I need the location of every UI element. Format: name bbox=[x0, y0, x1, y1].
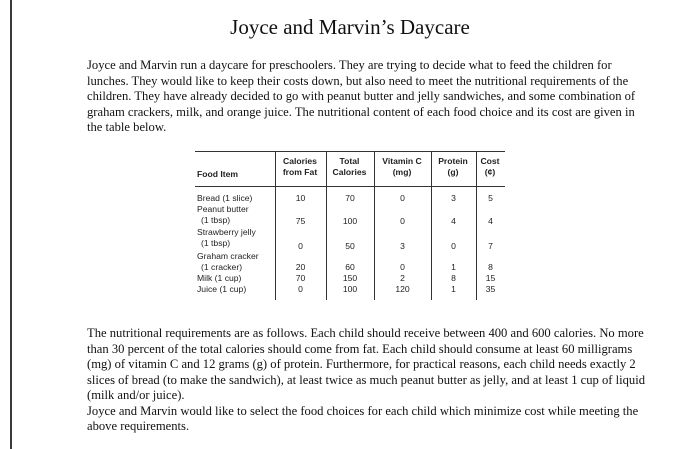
cell-cost: 35 bbox=[485, 284, 496, 294]
cell-fat: 0 bbox=[298, 241, 303, 251]
food-item-strawberry-jelly: Strawberry jelly (1 tbsp) bbox=[197, 227, 256, 248]
cell-total: 150 bbox=[342, 273, 358, 283]
cell-vitc: 0 bbox=[400, 262, 405, 272]
cell-vitc: 2 bbox=[400, 273, 405, 283]
cell-vitc: 0 bbox=[400, 193, 405, 203]
cell-protein: 3 bbox=[451, 193, 456, 203]
cell-protein: 8 bbox=[451, 273, 456, 283]
cell-protein: 4 bbox=[451, 216, 456, 226]
cell-total: 60 bbox=[345, 262, 355, 272]
header-vitamin-c: Vitamin C (mg) bbox=[382, 156, 422, 177]
food-item-bread: Bread (1 slice) bbox=[197, 193, 253, 203]
intro-paragraph: Joyce and Marvin run a daycare for preschoolers. They are trying to decide what to feed the children for lunches. They would like to keep their costs down, but also need to meet the nutritional requirements of the children. They have already decided to go with peanut butter and jelly sandwiches, and some combination of graham crackers, milk, and orange juice. The nutritional content of each food choice and its cost are given in the table below. bbox=[87, 58, 636, 134]
table-header-rule bbox=[195, 186, 505, 187]
cell-vitc: 3 bbox=[400, 241, 405, 251]
cell-vitc: 0 bbox=[400, 216, 405, 226]
cell-total: 50 bbox=[345, 241, 355, 251]
cell-protein: 1 bbox=[451, 284, 456, 294]
cell-fat: 20 bbox=[295, 262, 306, 272]
cell-fat: 70 bbox=[295, 273, 306, 283]
page-edge-bar bbox=[10, 0, 12, 449]
cell-protein: 0 bbox=[451, 241, 456, 251]
food-item-juice: Juice (1 cup) bbox=[197, 284, 247, 294]
requirements-paragraph: The nutritional requirements are as follows. Each child should receive between 400 and 600 calories. No more than 30 percent of the total calories should come from fat. Each child should consume at least 60 milligrams (mg) of vitamin C and 12 grams (g) of protein. Furthermore, for practical reasons, each child needs exactly 2 slices of bread (to make the sandwich), at least twice as much peanut butter as jelly, and at least 1 cup of liquid (milk and/or juice). bbox=[87, 326, 646, 402]
cell-total: 70 bbox=[345, 193, 355, 203]
document-title: Joyce and Marvin’s Daycare bbox=[230, 15, 470, 39]
food-item-milk: Milk (1 cup) bbox=[197, 273, 242, 283]
cell-total: 100 bbox=[342, 216, 358, 226]
cell-total: 100 bbox=[342, 284, 358, 294]
header-protein: Protein (g) bbox=[438, 156, 468, 177]
cell-protein: 1 bbox=[451, 262, 456, 272]
header-food-item: Food Item bbox=[197, 169, 239, 179]
header-calories-from-fat: Calories from Fat bbox=[282, 156, 318, 177]
food-item-peanut-butter: Peanut butter (1 tbsp) bbox=[197, 204, 249, 225]
cell-cost: 4 bbox=[488, 216, 493, 226]
cell-vitc: 120 bbox=[395, 284, 410, 294]
cell-cost: 5 bbox=[488, 193, 493, 203]
cell-fat: 10 bbox=[295, 193, 306, 203]
header-total-calories: Total Calories bbox=[332, 156, 367, 177]
header-cost: Cost (¢) bbox=[480, 156, 500, 177]
cell-cost: 15 bbox=[485, 273, 496, 283]
closing-paragraph: Joyce and Marvin would like to select the food choices for each child which minimize cost while meeting the above requirements. bbox=[87, 403, 639, 433]
requirements-section bbox=[87, 326, 647, 435]
cell-cost: 8 bbox=[488, 262, 493, 272]
cell-fat: 0 bbox=[298, 284, 303, 294]
cell-fat: 75 bbox=[295, 216, 306, 226]
food-item-graham-cracker: Graham cracker (1 cracker) bbox=[197, 251, 259, 272]
table-top-rule bbox=[195, 151, 505, 152]
cell-cost: 7 bbox=[488, 241, 493, 251]
